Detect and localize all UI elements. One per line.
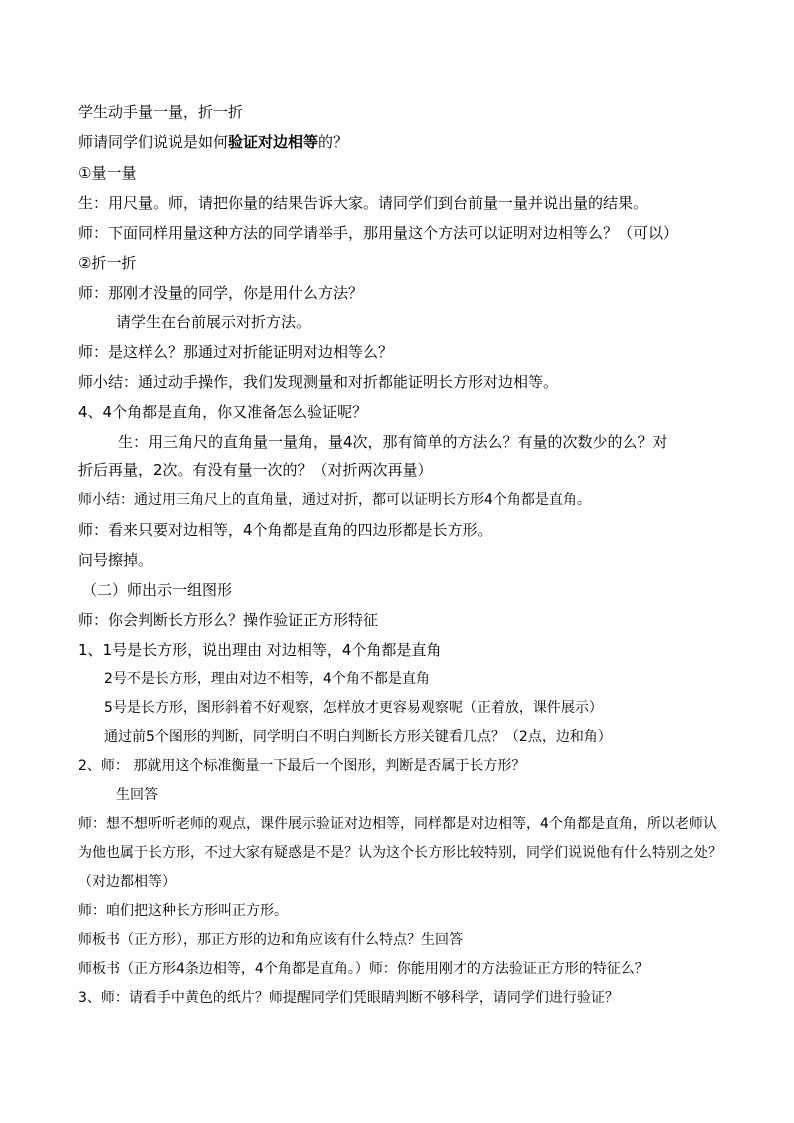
text-line: 师小结：通过动手操作，我们发现测量和对折都能证明长方形对边相等。 xyxy=(78,373,559,391)
text-line: 折后再量，2次。有没有量一次的？（对折两次再量） xyxy=(78,461,433,479)
text-line: 1、1号是长方形，说出理由 对边相等，4个角都是直角 xyxy=(78,641,442,659)
text-line: 师板书（正方形），那正方形的边和角应该有什么特点？生回答 xyxy=(78,932,463,948)
text-line: 生：用三角尺的直角量一量角，量4次，那有简单的方法么？有量的次数少的么？对 xyxy=(118,433,668,451)
text-line: 5号是长方形，图形斜着不好观察，怎样放才更容易观察呢（正着放，课件展示） xyxy=(104,700,603,716)
text-line: 师：下面同样用量这种方法的同学请举手，那用量这个方法可以证明对边相等么？（可以） xyxy=(78,224,679,242)
text-line: 师：看来只要对边相等，4个角都是直角的四边形都是长方形。 xyxy=(78,521,493,539)
text-line: （对边都相等） xyxy=(78,874,176,890)
text-line: ①量一量 xyxy=(78,164,137,182)
text-line: 4、4个角都是直角，你又准备怎么验证呢？ xyxy=(78,403,368,421)
text-line: 师：那刚才没量的同学，你是用什么方法？ xyxy=(78,284,364,302)
text-line: 生回答 xyxy=(116,787,158,803)
text-line: 师：咱们把这种长方形叫正方形。 xyxy=(78,903,288,919)
text-segment: 的？ xyxy=(318,133,349,151)
emphasized-text: 验证对边相等 xyxy=(228,133,319,151)
text-line: 师板书（正方形4条边相等，4个角都是直角。）师：你能用刚才的方法验证正方形的特征么？ xyxy=(78,961,649,977)
text-line: 师：你会判断长方形么？操作验证正方形特征 xyxy=(78,611,379,629)
text-line: （二）师出示一组图形 xyxy=(82,581,233,599)
text-line: 生：用尺量。师，请把你量的结果告诉大家。请同学们到台前量一量并说出量的结果。 xyxy=(78,194,649,212)
text-line: 问号擦掉。 xyxy=(78,551,154,569)
text-line: 师：是这样么？那通过对折能证明对边相等么？ xyxy=(78,343,394,361)
text-line: 3、师：请看手中黄色的纸片？师提醒同学们凭眼睛判断不够科学，请同学们进行验证？ xyxy=(78,990,619,1006)
text-line: 请学生在台前展示对折方法。 xyxy=(116,313,312,331)
text-segment: 师请同学们说说是如何 xyxy=(78,133,229,151)
text-line: 师：想不想听听老师的观点，课件展示验证对边相等，同样都是对边相等，4个角都是直角，所以老师认 xyxy=(78,816,717,832)
text-line: 学生动手量一量，折一折 xyxy=(78,103,244,121)
text-line xyxy=(78,131,754,153)
text-line: ②折一折 xyxy=(78,254,137,272)
text-line: 为他也属于长方形，不过大家有疑惑是不是？认为这个长方形比较特别，同学们说说他有什么特别之处？ xyxy=(78,845,722,861)
text-line: 2号不是长方形，理由对边不相等，4个角不都是直角 xyxy=(104,671,430,687)
text-line: 2、师： 那就用这个标准衡量一下最后一个图形，判断是否属于长方形？ xyxy=(78,758,526,774)
text-line: 通过前5个图形的判断，同学明白不明白判断长方形关键看几点？（2点，边和角） xyxy=(104,729,612,745)
text-line: 师小结：通过用三角尺上的直角量，通过对折，都可以证明长方形4个角都是直角。 xyxy=(78,492,591,508)
